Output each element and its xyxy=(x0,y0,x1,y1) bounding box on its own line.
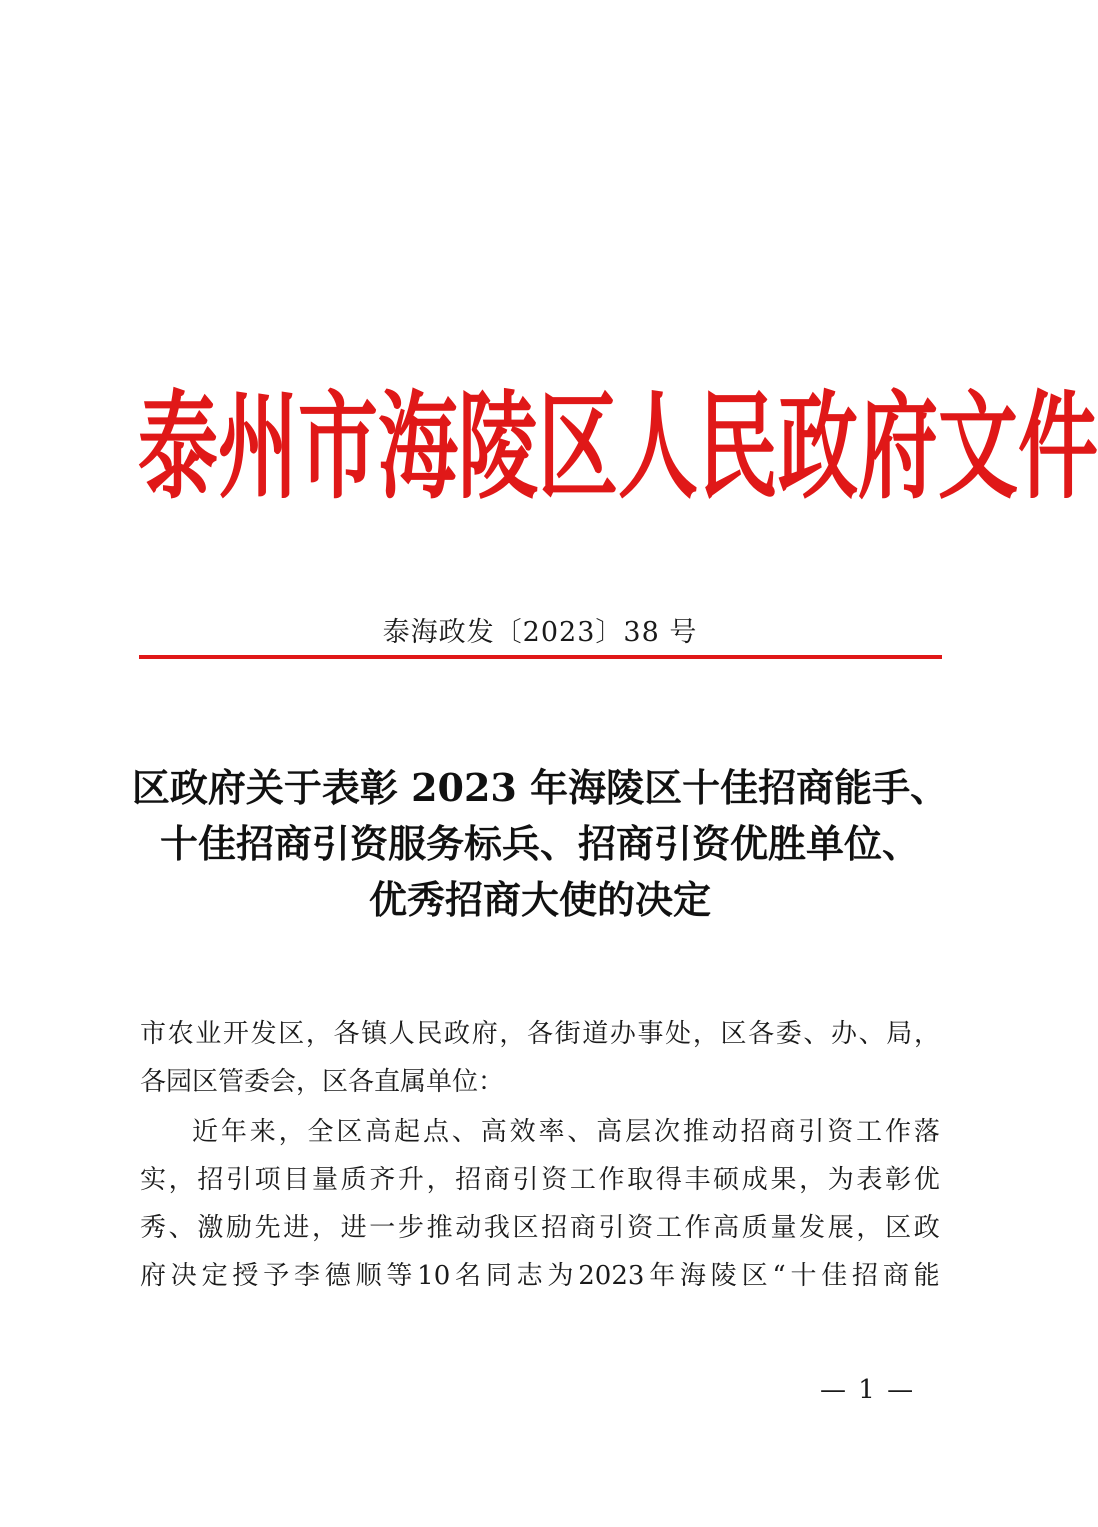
issuer-char: 区 xyxy=(538,379,618,515)
recipients-line: 市 农 业 开 发 区 ， 各 镇 人 民 政 府 ， 各 街 道 办 事 处 ， 区 各 委 、 办 、 局 ， xyxy=(140,1019,940,1049)
recipients-line: 各园区管委会，区各直属单位： xyxy=(140,1067,505,1097)
page-number: — 1 — xyxy=(820,1375,916,1405)
paragraph-line: 实 ， 招 引 项 目 量 质 齐 升 ， 招 商 引 资 工 作 取 得 丰 硕 成 果 ， 为 表 彰 优 xyxy=(140,1165,940,1195)
title-line: 区政府关于表彰 2023 年海陵区十佳招商能手、 xyxy=(131,765,949,810)
recipients-block xyxy=(140,1010,940,1106)
issuer-char: 文 xyxy=(938,379,1018,515)
issuer-char: 件 xyxy=(1018,379,1098,515)
body-paragraph xyxy=(140,1108,940,1300)
issuer-char: 府 xyxy=(858,379,938,515)
issuer-char: 海 xyxy=(378,379,458,515)
paragraph-line: 秀 、 激 励 先 进 ， 进 一 步 推 动 我 区 招 商 引 资 工 作 高 质 量 发 展 ， 区 政 xyxy=(140,1213,940,1243)
paragraph-line: 府 决 定 授 予 李 德 顺 等 10 名 同 志 为 2023 年 海 陵 区 “ 十 佳 招 商 能 xyxy=(140,1261,940,1291)
paragraph-line: 近 年 来 ， 全 区 高 起 点 、 高 效 率 、 高 层 次 推 动 招 商 引 资 工 作 落 xyxy=(192,1117,940,1147)
document-number: 泰海政发〔2023〕38 号 xyxy=(382,617,698,648)
issuer-header xyxy=(138,379,1098,515)
issuer-char: 民 xyxy=(698,379,778,515)
issuer-char: 陵 xyxy=(458,379,538,515)
issuer-char: 泰 xyxy=(138,379,218,515)
document-title xyxy=(100,760,980,928)
issuer-char: 市 xyxy=(298,379,378,515)
title-line: 十佳招商引资服务标兵、招商引资优胜单位、 xyxy=(159,821,920,866)
title-line: 优秀招商大使的决定 xyxy=(368,877,711,922)
issuer-char: 州 xyxy=(218,379,298,515)
issuer-char: 人 xyxy=(618,379,698,515)
red-divider xyxy=(139,655,942,659)
issuer-char: 政 xyxy=(778,379,858,515)
